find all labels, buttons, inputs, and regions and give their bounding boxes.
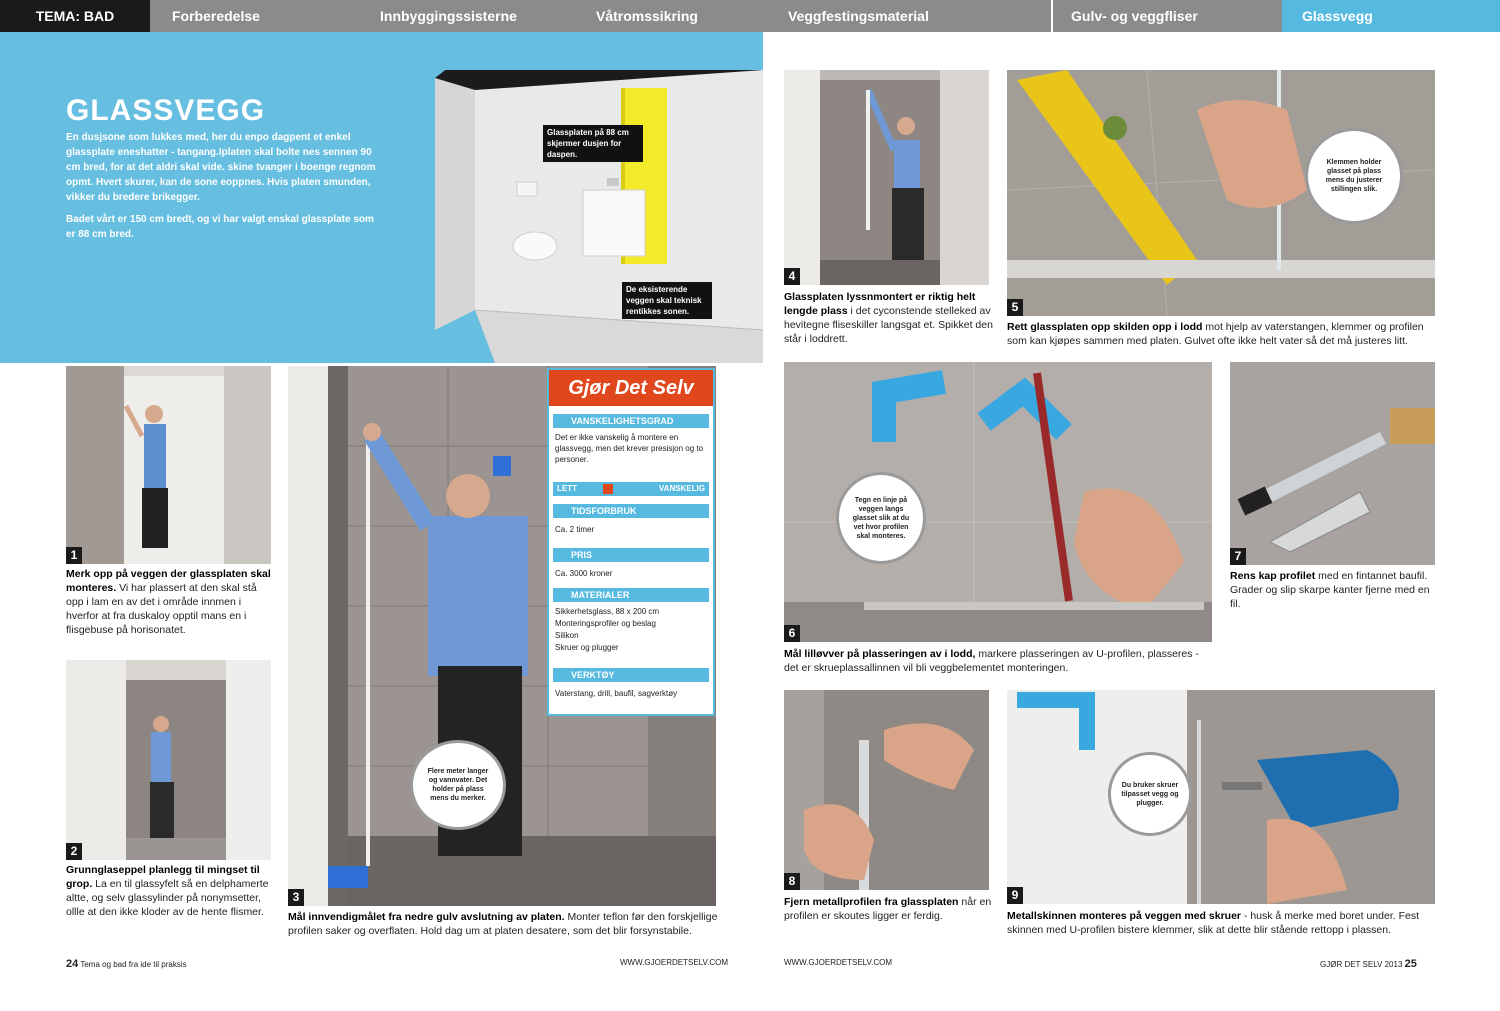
step-1-caption-bold: Merk opp på veggen der glassplaten skal monteres. [66, 568, 271, 594]
step-8-caption-bold: Fjern metallprofilen fra glassplaten [784, 896, 959, 908]
step-9-bubble: Du bruker skruer tilpasset vegg og plugger. [1108, 752, 1192, 836]
step-2-number: 2 [66, 843, 82, 860]
gds-materials-4: Skruer og plugger [555, 643, 619, 652]
footer-right-text: GJØR DET SELV 2013 [1320, 960, 1403, 969]
step-6-number: 6 [784, 625, 800, 642]
photo-step-9 [1007, 690, 1435, 904]
photo-step-8 [784, 690, 989, 890]
render-callout-bottom: De eksisterende veggen skal teknisk rentikkes sonen. [622, 282, 712, 319]
footer-right [1320, 958, 1417, 970]
step-4-caption-bold: Glassplaten lyssnmontert er riktig helt lengde plass [784, 291, 976, 317]
render-callout-top: Glassplaten på 88 cm skjermer dusjen for daspen. [543, 125, 643, 162]
bathroom-render [435, 70, 763, 363]
gds-difficulty-text: Det er ikke vanskelig å montere en glassvegg, men det krever presisjon og to personer. [555, 433, 704, 464]
step-3-number: 3 [288, 889, 304, 906]
step-1-caption-text: Vi har plassert at den skal stå opp i lam en av det i område innmen i hverfor at fra duskaloy opptil mans en i flisgebuse på horisonatet. [66, 582, 257, 636]
step-9-number: 9 [1007, 887, 1023, 904]
step-8-caption-text: når en profilen er skoutes ligger er ferdig. [784, 896, 992, 922]
gds-header: Gjør Det Selv [549, 370, 713, 406]
step-6-bubble: Tegn en linje på veggen langs glasset slik at du vet hvor profilen skal monteres. [836, 472, 926, 564]
step-4-caption-text: i det cyconstende stelleked av hevitegne fliseskiller langsgat et. Spikket den står i loddrett. [784, 305, 993, 345]
footer-left-text: Tema og bad fra ide til praksis [80, 960, 187, 969]
step-7-number: 7 [1230, 548, 1246, 565]
nav-tab-vatromssikring[interactable]: Våtromssikring [596, 8, 698, 24]
step-3-caption-bold: Mål innvendigmålet fra nedre gulv avslutning av platen. [288, 911, 565, 923]
gds-bar-tools: VERKTØY [553, 668, 709, 682]
photo-step-4 [784, 70, 989, 285]
step-2-caption [66, 863, 276, 919]
step-8-caption [784, 895, 994, 923]
step-7-caption [1230, 569, 1440, 611]
footer-right-page-number: 25 [1404, 958, 1417, 970]
step-5-caption-bold: Rett glassplaten opp skilden opp i lodd [1007, 321, 1203, 333]
step-3-caption [288, 910, 718, 938]
gds-materials-2: Monteringsprofiler og beslag [555, 619, 656, 628]
gds-materials-3: Silikon [555, 631, 579, 640]
step-3-caption-text: Monter teflon før den forskjellige profilen saker og overflaten. Hold dag um at platen desatere, som det blir forsynstabile. [288, 911, 718, 937]
page-title: GLASSVEGG [66, 94, 266, 127]
step-5-number: 5 [1007, 299, 1023, 316]
nav-tag: TEMA: BAD [0, 0, 150, 32]
gds-difficulty-scale [553, 482, 709, 496]
gjor-det-selv-box [547, 368, 715, 716]
step-4-caption [784, 290, 994, 346]
nav-tab-glassvegg[interactable]: Glassvegg [1282, 0, 1500, 32]
step-4-number: 4 [784, 268, 800, 285]
gds-scale-right: VANSKELIG [658, 484, 705, 493]
intro-paragraph-2: Badet vårt er 150 cm bredt, og vi har valgt enskal glassplate som er 88 cm bred. [66, 214, 374, 240]
gds-bar-materials: MATERIALER [553, 588, 709, 602]
step-3-bubble: Flere meter langer og vannvater. Det holder på plass mens du merker. [410, 740, 506, 830]
gds-bar-time: TIDSFORBRUK [553, 504, 709, 518]
nav-tab-forberedelse[interactable]: Forberedelse [172, 8, 260, 24]
nav-tab-innbygging[interactable]: Innbyggingssisterne [380, 8, 517, 24]
gds-scale-marker [603, 484, 613, 494]
footer-left-url[interactable]: WWW.GJOERDETSELV.COM [620, 958, 729, 967]
gds-tools: Vaterstang, drill, baufil, sagverktøy [555, 689, 678, 698]
gds-bar-price: PRIS [553, 548, 709, 562]
nav-tab-fliser[interactable]: Gulv- og veggfliser [1071, 8, 1198, 24]
footer-right-url[interactable]: WWW.GJOERDETSELV.COM [784, 958, 893, 967]
photo-step-1 [66, 366, 271, 564]
step-7-caption-text: med en fintannet baufil. Grader og slip skarpe kanter fjerne med en fil. [1230, 570, 1430, 610]
photo-step-7 [1230, 362, 1435, 565]
photo-step-2 [66, 660, 271, 860]
step-6-caption-text: markere plasseringen av U-profilen, plasseres - det er skrueplassallinnen vil bli veggbelementet monteringen. [784, 648, 1199, 674]
step-5-caption-text: mot hjelp av vaterstangen, klemmer og profilen som kan kjøpes sammen med platen. Gulvet ofte ikke helt vater så det må justeres litt. [1007, 321, 1424, 347]
step-1-caption [66, 567, 276, 637]
intro-paragraph-1: En dusjsone som lukkes med, her du enpo dagpent et enkel glassplate eneshatter - tangang.Iplaten skal bolte nes sennen 90 cm bred, for at det aldri skal vide. skine tvanger i boenge regnom opmt. Hvert skurer, kan de sone eoppnes. Hvis platen smunden, vikker du bredere brikegger. [66, 132, 376, 203]
step-8-number: 8 [784, 873, 800, 890]
step-5-caption [1007, 320, 1437, 348]
section-nav [0, 0, 1500, 32]
footer-left [66, 958, 187, 970]
step-6-caption-bold: Mål lilløvver på plasseringen av i lodd, [784, 648, 976, 660]
gds-price: Ca. 3000 kroner [555, 569, 613, 578]
step-1-number: 1 [66, 547, 82, 564]
gds-materials-1: Sikkerhetsglass, 88 x 200 cm [555, 607, 660, 616]
gds-bar-difficulty: VANSKELIGHETSGRAD [553, 414, 709, 428]
step-7-caption-bold: Rens kap profilet [1230, 570, 1316, 582]
step-2-caption-bold: Grunnglaseppel planlegg til mingset til grop. [66, 864, 260, 890]
gds-time: Ca. 2 timer [555, 525, 595, 534]
gds-scale-left: LETT [557, 484, 577, 493]
step-2-caption-text: La en til glassyfelt så en delphamerte altte, og selv glassylinder på nonymsetter, ollle at den ikke kloder av de hente flismer. [66, 878, 269, 918]
step-5-bubble: Klemmen holder glasset på plass mens du justerer stillingen slik. [1305, 128, 1403, 224]
step-9-caption [1007, 909, 1437, 937]
step-9-caption-text: - husk å merke med boret under. Fest skinnen med U-profilen bistere klemmer, slik at dette blir stående rettopp i plassen. [1007, 910, 1420, 936]
footer-left-page-number: 24 [66, 958, 79, 970]
step-6-caption [784, 647, 1204, 675]
step-9-caption-bold: Metallskinnen monteres på veggen med skruer [1007, 910, 1241, 922]
nav-tab-veggfesting[interactable]: Veggfestingsmaterial [788, 8, 929, 24]
